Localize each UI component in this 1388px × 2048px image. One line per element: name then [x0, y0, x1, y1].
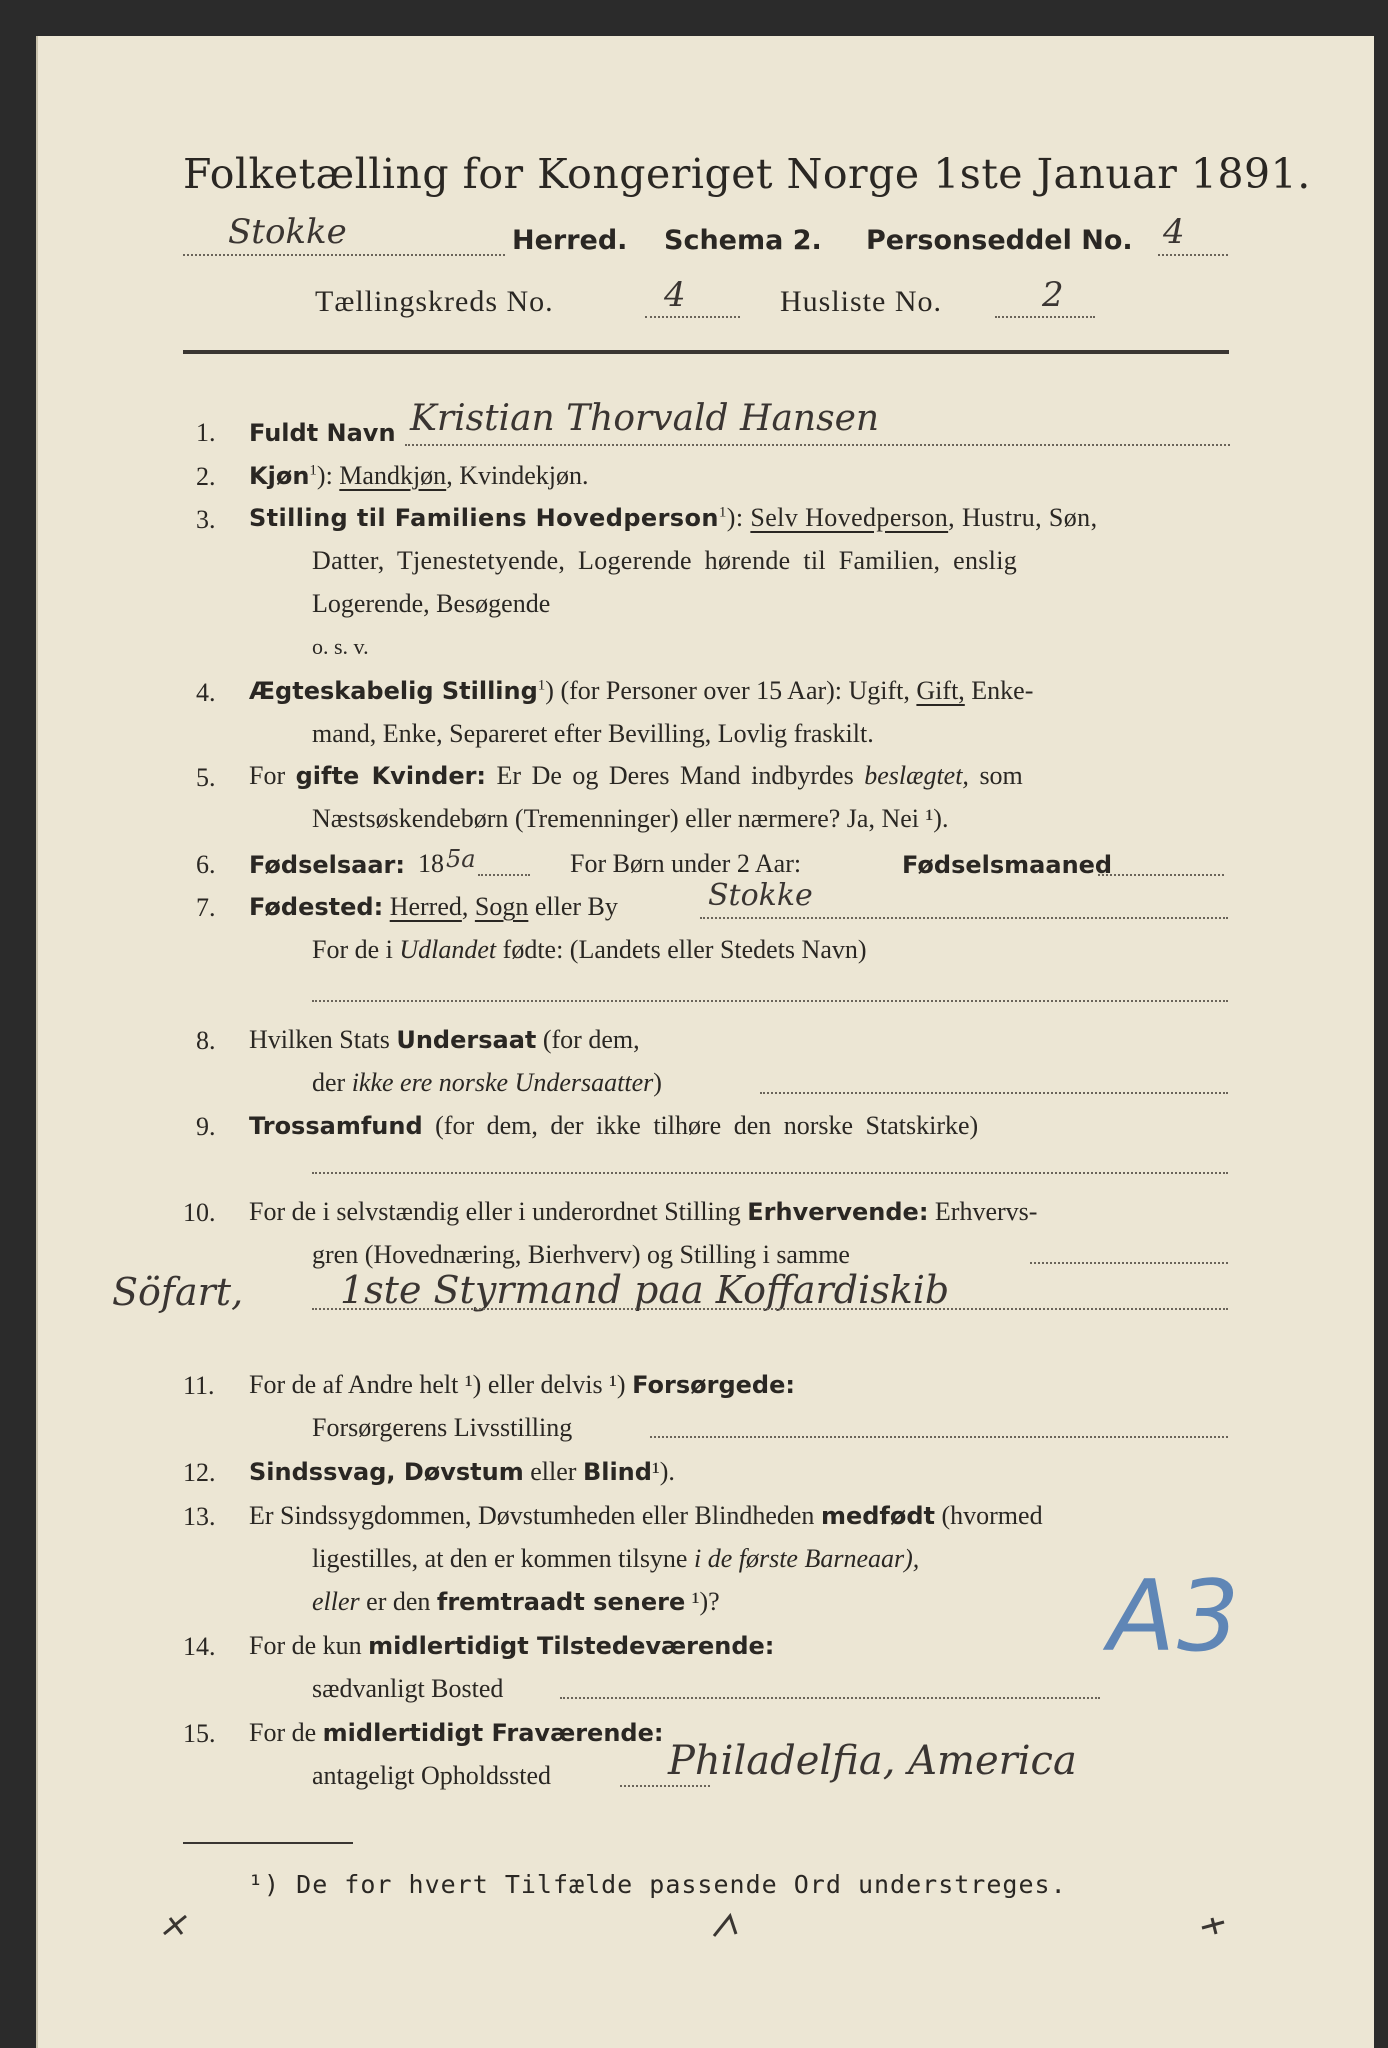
personseddel-dotted-line: [1158, 254, 1228, 256]
item-8-line2-a: der: [312, 1068, 346, 1097]
item-6-year-value: 5a: [446, 845, 476, 873]
item-7-line2-a: For de i: [312, 935, 393, 964]
item-5-line-2: Næstsøskendebørn (Tremenninger) eller nærmere? Ja, Nei ¹).: [312, 804, 949, 833]
item-15-label: midlertidigt Fraværende:: [322, 1719, 664, 1747]
item-12-text: eller: [530, 1457, 577, 1486]
item-11-text: For de af Andre helt ¹) eller delvis ¹): [249, 1370, 626, 1399]
item-3-line-4: o. s. v.: [312, 634, 369, 659]
item-7-line-2: [312, 935, 867, 965]
item-4-selected-option: Gift,: [916, 676, 965, 705]
item-10-line-2: gren (Hovednæring, Bierhverv) og Stilling i samme: [312, 1240, 850, 1269]
item-5-end: som: [979, 761, 1023, 790]
kreds-label: Tællingskreds No.: [315, 285, 554, 318]
item-10-value-occupation: 1ste Styrmand paa Koffardiskib: [340, 1268, 950, 1312]
item-2-sup: 1: [309, 462, 317, 479]
item-8-label: Undersaat: [396, 1026, 537, 1054]
item-8-line-1: [249, 1025, 640, 1055]
item-3-selected-option: Selv Hovedperson: [750, 503, 949, 532]
item-13-line-3: [312, 1587, 720, 1617]
item-3-line-1: [249, 503, 1097, 533]
item-14-label: midlertidigt Tilstedeværende:: [368, 1632, 775, 1660]
item-15-value: Philadelfia, America: [668, 1738, 1077, 1784]
item-6-printed-year: 18: [418, 849, 444, 878]
item-7-line-1: [249, 892, 618, 922]
item-11-line-2: Forsørgerens Livsstilling: [312, 1413, 573, 1442]
item-7-option-sogn: Sogn: [474, 892, 529, 921]
item-13-line-1: [249, 1501, 1043, 1531]
item-10-dotted-line-2: [312, 1308, 1228, 1310]
item-13-line3-a: er den: [366, 1587, 431, 1616]
item-4-number: 4.: [196, 678, 216, 707]
item-2-number: 2.: [196, 462, 216, 491]
item-7-abroad-dotted-line: [312, 1000, 1228, 1002]
item-3-line-3: Logerende, Besøgende: [312, 589, 551, 618]
item-4-line-2: mand, Enke, Separeret efter Bevilling, Lovlig fraskilt.: [312, 719, 874, 748]
item-7-rest: eller By: [534, 892, 618, 921]
item-5-line-1: [249, 761, 1023, 791]
item-2-label: Kjøn: [249, 462, 310, 490]
item-1-label: Fuldt Navn: [249, 419, 396, 447]
husliste-label: Husliste No.: [780, 285, 942, 318]
item-12-end: ¹).: [651, 1457, 675, 1486]
item-15-line-1: [249, 1718, 663, 1748]
header-rule: [183, 350, 1229, 354]
item-15-line-2: antageligt Opholdssted: [312, 1761, 552, 1790]
item-10-dotted-line-1: [1030, 1262, 1228, 1264]
item-7-sep: ,: [461, 892, 469, 921]
item-11-line-1: [249, 1370, 795, 1400]
item-13-line3-italic: eller: [312, 1587, 360, 1616]
item-4-text: ) (for Personer over 15 Aar): Ugift,: [545, 676, 910, 705]
item-8-line2-b: ): [653, 1068, 662, 1097]
item-4-label: Ægteskabelig Stilling: [249, 677, 538, 705]
item-6-text: For Børn under 2 Aar:: [570, 849, 802, 878]
item-7-line2-italic: Udlandet: [399, 935, 497, 964]
item-14-line-1: [249, 1631, 774, 1661]
item-2-selected-option: Mandkjøn: [339, 461, 447, 490]
corner-mark-left: [160, 1910, 190, 1940]
item-14-number: 14.: [183, 1632, 216, 1661]
item-13-number: 13.: [183, 1502, 216, 1531]
item-10-number: 10.: [183, 1198, 216, 1227]
item-2-other-option: , Kvindekjøn.: [446, 461, 589, 490]
item-3-sup: 1: [718, 504, 727, 521]
item-5-label: gifte Kvinder:: [295, 762, 487, 790]
item-3-rest: , Hustru, Søn,: [948, 503, 1098, 532]
item-4-sup: 1: [537, 677, 546, 694]
item-14-text: For de kun: [249, 1631, 362, 1660]
item-13-line2-italic: i de første Barneaar),: [693, 1544, 920, 1573]
item-6-number: 6.: [196, 850, 216, 879]
item-8-dotted-line: [760, 1092, 1228, 1094]
item-6-label-2: Fødselsmaaned: [902, 851, 1113, 879]
item-6-month-dotted-line: [1098, 874, 1224, 876]
item-7-number: 7.: [196, 893, 216, 922]
item-5-italic: beslægtet,: [864, 761, 969, 790]
corner-mark-center: [710, 1910, 740, 1940]
item-6-dotted-line: [478, 874, 530, 876]
item-7-line2-b: fødte: (Landets eller Stedets Navn): [502, 935, 867, 964]
item-8-pre: Hvilken Stats: [249, 1025, 390, 1054]
item-9-text: (for dem, der ikke tilhøre den norske Statskirke): [435, 1111, 979, 1140]
item-4-rest: Enke-: [971, 676, 1034, 705]
item-4-line-1: [249, 676, 1033, 706]
item-13-text: Er Sindssygdommen, Døvstumheden eller Blindheden: [249, 1501, 815, 1530]
item-7-option-herred: Herred: [389, 892, 462, 921]
item-8-text: (for dem,: [542, 1025, 640, 1054]
item-12-line-1: [249, 1457, 675, 1487]
schema-label: Schema 2.: [664, 225, 822, 256]
item-1-value-name: Kristian Thorvald Hansen: [410, 398, 880, 439]
item-14-line-2: sædvanligt Bosted: [312, 1674, 504, 1703]
footnote: ¹) De for hvert Tilfælde passende Ord understreges.: [248, 1870, 1067, 1899]
item-9-line-1: [249, 1111, 978, 1141]
item-15-number: 15.: [183, 1719, 216, 1748]
item-15-dotted-line: [620, 1785, 710, 1787]
archive-annotation: A3: [1108, 1560, 1242, 1674]
item-9-dotted-line: [312, 1172, 1228, 1174]
item-7-label: Fødested:: [249, 893, 384, 921]
item-2-text: ):: [316, 461, 340, 490]
item-13-end: (hvormed: [941, 1501, 1043, 1530]
item-5-pre: For: [249, 761, 286, 790]
herred-label: Herred.: [512, 225, 628, 256]
item-1-dotted-line: [405, 444, 1230, 446]
item-7-value: Stokke: [708, 878, 813, 913]
item-10-label: Erhvervende:: [747, 1198, 929, 1226]
item-5-text: Er De og Deres Mand indbyrdes: [496, 761, 854, 790]
item-9-number: 9.: [196, 1112, 216, 1141]
item-11-label: Forsørgede:: [632, 1371, 795, 1399]
item-12-number: 12.: [183, 1458, 216, 1487]
item-13-line3-c: ¹)?: [691, 1587, 720, 1616]
item-3-text: ):: [726, 503, 744, 532]
item-8-number: 8.: [196, 1026, 216, 1055]
item-8-line2-italic: ikke ere norske Undersaatter: [351, 1068, 654, 1097]
item-12-label: Sindssvag, Døvstum: [249, 1458, 524, 1486]
item-10-end: Erhvervs-: [934, 1197, 1038, 1226]
item-8-line-2: [312, 1068, 662, 1098]
personseddel-label: Personseddel No.: [866, 225, 1133, 256]
item-3-label: Stilling til Familiens Hovedperson: [249, 504, 719, 532]
item-15-text: For de: [249, 1718, 317, 1747]
item-9-label: Trossamfund: [249, 1112, 423, 1140]
item-14-dotted-line: [560, 1697, 1100, 1699]
item-6-label: Fødselsaar:: [249, 851, 405, 879]
item-10-line-1: [249, 1197, 1037, 1227]
item-12-label-2: Blind: [582, 1458, 652, 1486]
municipality-value: Stokke: [228, 212, 347, 252]
item-10-value-sector: Söfart,: [112, 1270, 244, 1314]
kreds-dotted-line: [645, 316, 740, 318]
husliste-dotted-line: [995, 316, 1095, 318]
item-13-line-2: [312, 1544, 919, 1574]
item-13-line3-bold: fremtraadt senere: [436, 1588, 686, 1616]
form-title: Folketælling for Kongeriget Norge 1ste Januar 1891.: [183, 150, 1311, 198]
item-13-line2-a: ligestilles, at den er kommen tilsyne: [312, 1544, 688, 1573]
item-2-line: [249, 461, 588, 491]
municipality-dotted-line: [183, 254, 505, 256]
item-1-number: 1.: [196, 418, 216, 447]
item-3-number: 3.: [196, 505, 216, 534]
item-11-number: 11.: [183, 1371, 215, 1400]
item-13-label: medfødt: [820, 1502, 935, 1530]
item-5-number: 5.: [196, 763, 216, 792]
husliste-number: 2: [1042, 275, 1064, 315]
item-10-text: For de i selvstændig eller i underordnet Stilling: [249, 1197, 741, 1226]
item-3-line-2: Datter, Tjenestetyende, Logerende hørende til Familien, enslig: [312, 546, 1018, 575]
personseddel-number: 4: [1163, 212, 1185, 252]
item-7-dotted-line: [700, 917, 1228, 919]
item-11-dotted-line: [650, 1436, 1228, 1438]
corner-mark-right: [1198, 1910, 1228, 1940]
kreds-number: 4: [664, 275, 686, 315]
footnote-rule: [183, 1842, 353, 1844]
